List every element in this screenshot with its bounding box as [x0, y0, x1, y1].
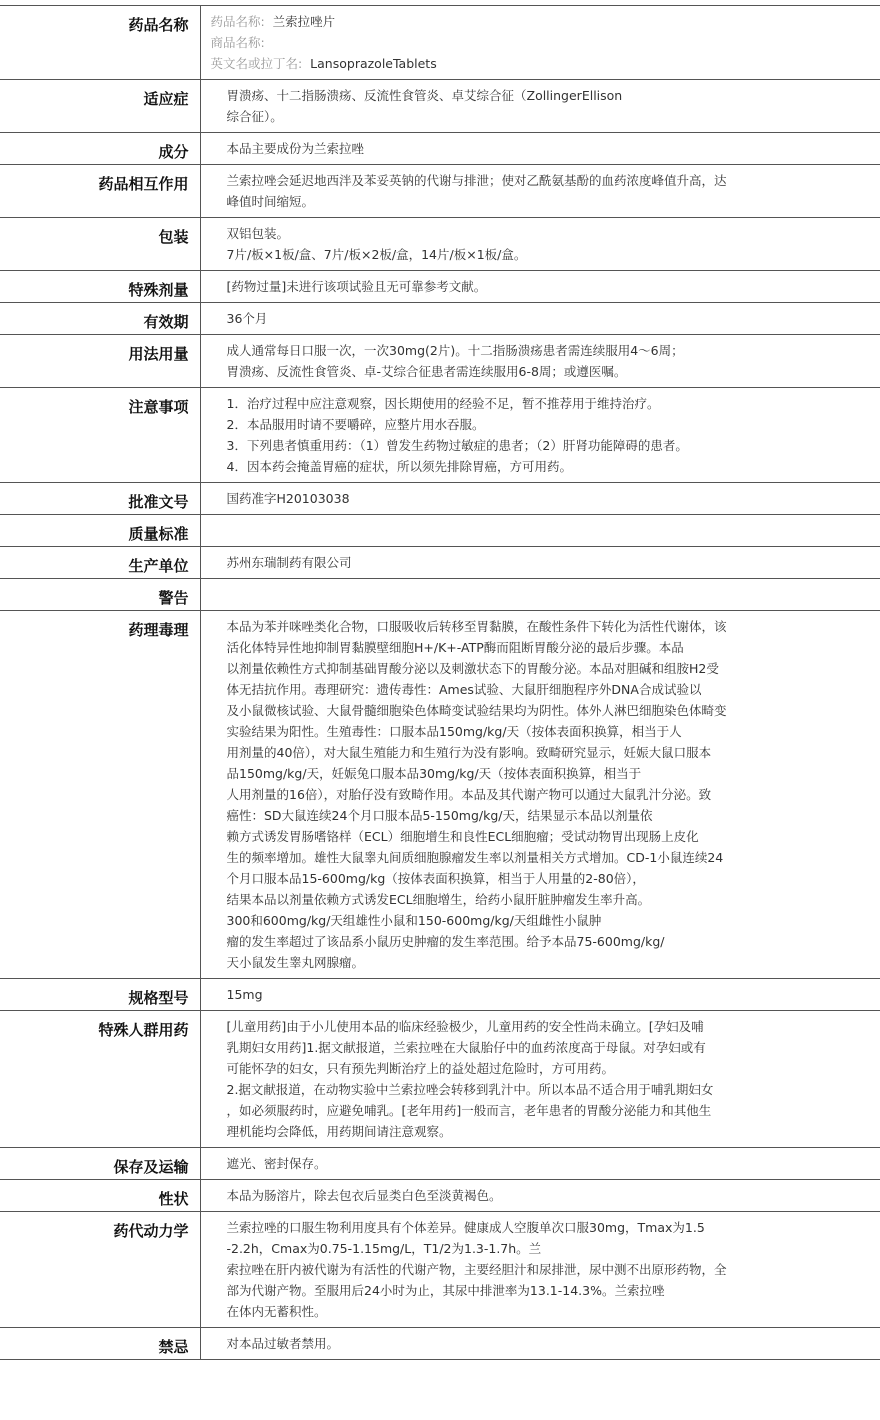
row-usage — [0, 335, 880, 388]
value-line: 结果本品以剂量依赖方式诱发ECL细胞增生，给药小鼠肝脏肿瘤发生率升高。 — [226, 892, 651, 907]
row-shelf-life — [0, 303, 880, 335]
value-line: 苏州东瑞制药有限公司 — [226, 555, 352, 570]
value-line: 本品为肠溶片，除去包衣后显类白色至淡黄褐色。 — [226, 1188, 502, 1203]
row-label-description: 性状 — [0, 1180, 200, 1212]
value-line: [儿童用药]由于小儿使用本品的临床经验极少，儿童用药的安全性尚未确立。[孕妇及哺 — [226, 1019, 704, 1034]
generic-name-line — [211, 11, 791, 32]
value-line: 用剂量的40倍），对大鼠生殖能力和生殖行为没有影响。致畸研究显示，妊娠大鼠口服本 — [226, 745, 712, 760]
value-line: 体无拮抗作用。毒理研究：遗传毒性：Ames试验、大鼠肝细胞程序外DNA合成试验以 — [226, 682, 702, 697]
row-quality-standard — [0, 515, 880, 547]
value-line: 对本品过敏者禁用。 — [226, 1336, 340, 1351]
row-value-ingredients — [200, 133, 880, 165]
row-manufacturer — [0, 547, 880, 579]
row-label-specification: 规格型号 — [0, 979, 200, 1011]
value-line: 国药准字H20103038 — [226, 491, 350, 506]
value-line: 成人通常每日口服一次，一次30mg(2片)。十二指肠溃疡患者需连续服用4～6周； — [226, 343, 684, 358]
english-name-line — [211, 53, 791, 74]
value-line: 品150mg/kg/天，妊娠兔口服本品30mg/kg/天（按体表面积换算，相当于 — [226, 766, 642, 781]
row-label-pharmacokinetics: 药代动力学 — [0, 1212, 200, 1328]
value-line: 遮光、密封保存。 — [226, 1156, 327, 1171]
value-line: 综合征）。 — [226, 109, 283, 124]
value-line: 以剂量依赖性方式抑制基础胃酸分泌以及刺激状态下的胃酸分泌。本品对胆碱和组胺H2受 — [226, 661, 719, 676]
row-value-packaging — [200, 218, 880, 271]
english-name-label: 英文名或拉丁名: — [210, 56, 303, 71]
row-label-special-dosage: 特殊剂量 — [0, 271, 200, 303]
value-line: 胃溃疡、反流性食管炎、卓-艾综合征患者需连续服用6-8周；或遵医嘱。 — [226, 364, 627, 379]
value-line: 15mg — [226, 987, 263, 1002]
value-line: 本品主要成份为兰索拉唑 — [226, 141, 365, 156]
row-value-special-populations — [200, 1011, 880, 1148]
row-label-usage: 用法用量 — [0, 335, 200, 388]
generic-name-value: 兰索拉唑片 — [272, 14, 336, 29]
row-description — [0, 1180, 880, 1212]
value-line: 乳期妇女用药]1.据文献报道，兰索拉唑在大鼠胎仔中的血药浓度高于母鼠。对孕妇或有 — [226, 1040, 706, 1055]
value-line: 部为代谢产物。至服用后24小时为止，其尿中排泄率为13.1-14.3%。兰索拉唑 — [226, 1283, 665, 1298]
value-line — [227, 520, 791, 541]
value-line: 2．本品服用时请不要嚼碎，应整片用水吞服。 — [226, 417, 485, 432]
row-special-dosage — [0, 271, 880, 303]
row-pharmacology — [0, 611, 880, 979]
drug-info-table — [0, 5, 880, 1360]
row-value-drug-name — [200, 6, 880, 80]
row-label-drug-name: 药品名称 — [0, 6, 200, 80]
row-label-ingredients: 成分 — [0, 133, 200, 165]
row-label-shelf-life: 有效期 — [0, 303, 200, 335]
row-contraindications — [0, 1328, 880, 1360]
row-indications — [0, 80, 880, 133]
trade-name-label: 商品名称: — [210, 35, 265, 50]
value-line: 可能怀孕的妇女，只有预先判断治疗上的益处超过危险时，方可用药。 — [226, 1061, 615, 1076]
row-label-warning: 警告 — [0, 579, 200, 611]
value-line: 癌性：SD大鼠连续24个月口服本品5-150mg/kg/天，结果显示本品以剂量依 — [226, 808, 653, 823]
value-line: 活化体特异性地抑制胃黏膜壁细胞H+/K+-ATP酶而阻断胃酸分泌的最后步骤。本品 — [226, 640, 684, 655]
row-label-indications: 适应症 — [0, 80, 200, 133]
english-name-value: LansoprazoleTablets — [310, 56, 437, 71]
value-line: -2.2h，Cmax为0.75-1.15mg/L，T1/2为1.3-1.7h。兰 — [226, 1241, 542, 1256]
row-packaging — [0, 218, 880, 271]
row-specification — [0, 979, 880, 1011]
value-line: ，如必须服药时，应避免哺乳。[老年用药]一般而言，老年患者的胃酸分泌能力和其他生 — [226, 1103, 712, 1118]
row-value-pharmacokinetics — [200, 1212, 880, 1328]
value-line: 及小鼠微核试验、大鼠骨髓细胞染色体畸变试验结果均为阴性。体外人淋巴细胞染色体畸变 — [226, 703, 727, 718]
value-line: 生的频率增加。雄性大鼠睾丸间质细胞腺瘤发生率以剂量相关方式增加。CD-1小鼠连续24 — [226, 850, 724, 865]
row-value-specification — [200, 979, 880, 1011]
value-line: 实验结果为阳性。生殖毒性：口服本品150mg/kg/天（按体表面积换算，相当于人 — [226, 724, 682, 739]
value-line: 胃溃疡、十二指肠溃疡、反流性食管炎、卓艾综合征（ZollingerEllison — [226, 88, 623, 103]
value-line: 本品为苯并咪唑类化合物，口服吸收后转移至胃黏膜，在酸性条件下转化为活性代谢体，该 — [226, 619, 727, 634]
row-value-usage — [200, 335, 880, 388]
row-value-description — [200, 1180, 880, 1212]
value-line: [药物过量]未进行该项试验且无可靠参考文献。 — [226, 279, 487, 294]
row-value-storage — [200, 1148, 880, 1180]
row-value-pharmacology — [200, 611, 880, 979]
value-line: 个月口服本品15-600mg/kg（按体表面积换算，相当于人用量的2-80倍）， — [226, 871, 645, 886]
value-line: 7片/板×1板/盒、7片/板×2板/盒，14片/板×1板/盒。 — [226, 247, 527, 262]
row-value-manufacturer — [200, 547, 880, 579]
row-label-packaging: 包装 — [0, 218, 200, 271]
row-label-manufacturer: 生产单位 — [0, 547, 200, 579]
row-value-shelf-life — [200, 303, 880, 335]
row-special-populations — [0, 1011, 880, 1148]
value-line: 4．因本药会掩盖胃癌的症状，所以须先排除胃癌，方可用药。 — [226, 459, 572, 474]
row-storage — [0, 1148, 880, 1180]
row-label-contraindications: 禁忌 — [0, 1328, 200, 1360]
value-line: 36个月 — [226, 311, 268, 326]
row-ingredients — [0, 133, 880, 165]
row-value-warning — [200, 579, 880, 611]
value-line: 天小鼠发生睾丸网腺瘤。 — [226, 955, 365, 970]
value-line: 1．治疗过程中应注意观察，因长期使用的经验不足，暂不推荐用于维持治疗。 — [226, 396, 660, 411]
row-value-quality-standard — [200, 515, 880, 547]
value-line: 理机能均会降低，用药期间请注意观察。 — [226, 1124, 452, 1139]
row-label-approval-number: 批准文号 — [0, 483, 200, 515]
trade-name-line — [211, 32, 791, 53]
row-value-interactions — [200, 165, 880, 218]
row-label-special-populations: 特殊人群用药 — [0, 1011, 200, 1148]
value-line: 在体内无蓄积性。 — [226, 1304, 327, 1319]
row-value-special-dosage — [200, 271, 880, 303]
value-line: 兰索拉唑会延迟地西泮及苯妥英钠的代谢与排泄；使对乙酰氨基酚的血药浓度峰值升高，达 — [226, 173, 727, 188]
value-line: 人用剂量的16倍），对胎仔没有致畸作用。本品及其代谢产物可以通过大鼠乳汁分泌。致 — [226, 787, 712, 802]
generic-name-label: 药品名称: — [210, 14, 265, 29]
value-line: 峰值时间缩短。 — [226, 194, 315, 209]
value-line: 瘤的发生率超过了该品系小鼠历史肿瘤的发生率范围。给予本品75-600mg/kg/ — [226, 934, 665, 949]
value-line: 300和600mg/kg/天组雄性小鼠和150-600mg/kg/天组雌性小鼠肿 — [226, 913, 602, 928]
row-label-precautions: 注意事项 — [0, 388, 200, 483]
row-approval-number — [0, 483, 880, 515]
value-line: 3．下列患者慎重用药：（1）曾发生药物过敏症的患者；（2）肝肾功能障碍的患者。 — [226, 438, 688, 453]
row-pharmacokinetics — [0, 1212, 880, 1328]
value-line: 2.据文献报道，在动物实验中兰索拉唑会转移到乳汁中。所以本品不适合用于哺乳期妇女 — [226, 1082, 714, 1097]
row-warning — [0, 579, 880, 611]
value-line: 双铝包装。 — [226, 226, 290, 241]
row-label-interactions: 药品相互作用 — [0, 165, 200, 218]
row-precautions — [0, 388, 880, 483]
row-drug-name — [0, 6, 880, 80]
value-line: 赖方式诱发胃肠嗜铬样（ECL）细胞增生和良性ECL细胞瘤；受试动物胃出现肠上皮化 — [226, 829, 699, 844]
row-value-contraindications — [200, 1328, 880, 1360]
drug-info-page — [0, 5, 880, 1360]
row-label-pharmacology: 药理毒理 — [0, 611, 200, 979]
row-interactions — [0, 165, 880, 218]
value-line — [227, 584, 791, 605]
row-label-storage: 保存及运输 — [0, 1148, 200, 1180]
row-value-precautions — [200, 388, 880, 483]
row-value-indications — [200, 80, 880, 133]
row-value-approval-number — [200, 483, 880, 515]
value-line: 兰索拉唑的口服生物利用度具有个体差异。健康成人空腹单次口服30mg，Tmax为1.5 — [226, 1220, 705, 1235]
row-label-quality-standard: 质量标准 — [0, 515, 200, 547]
value-line: 索拉唑在肝内被代谢为有活性的代谢产物，主要经胆汁和尿排泄，尿中测不出原形药物，全 — [226, 1262, 727, 1277]
